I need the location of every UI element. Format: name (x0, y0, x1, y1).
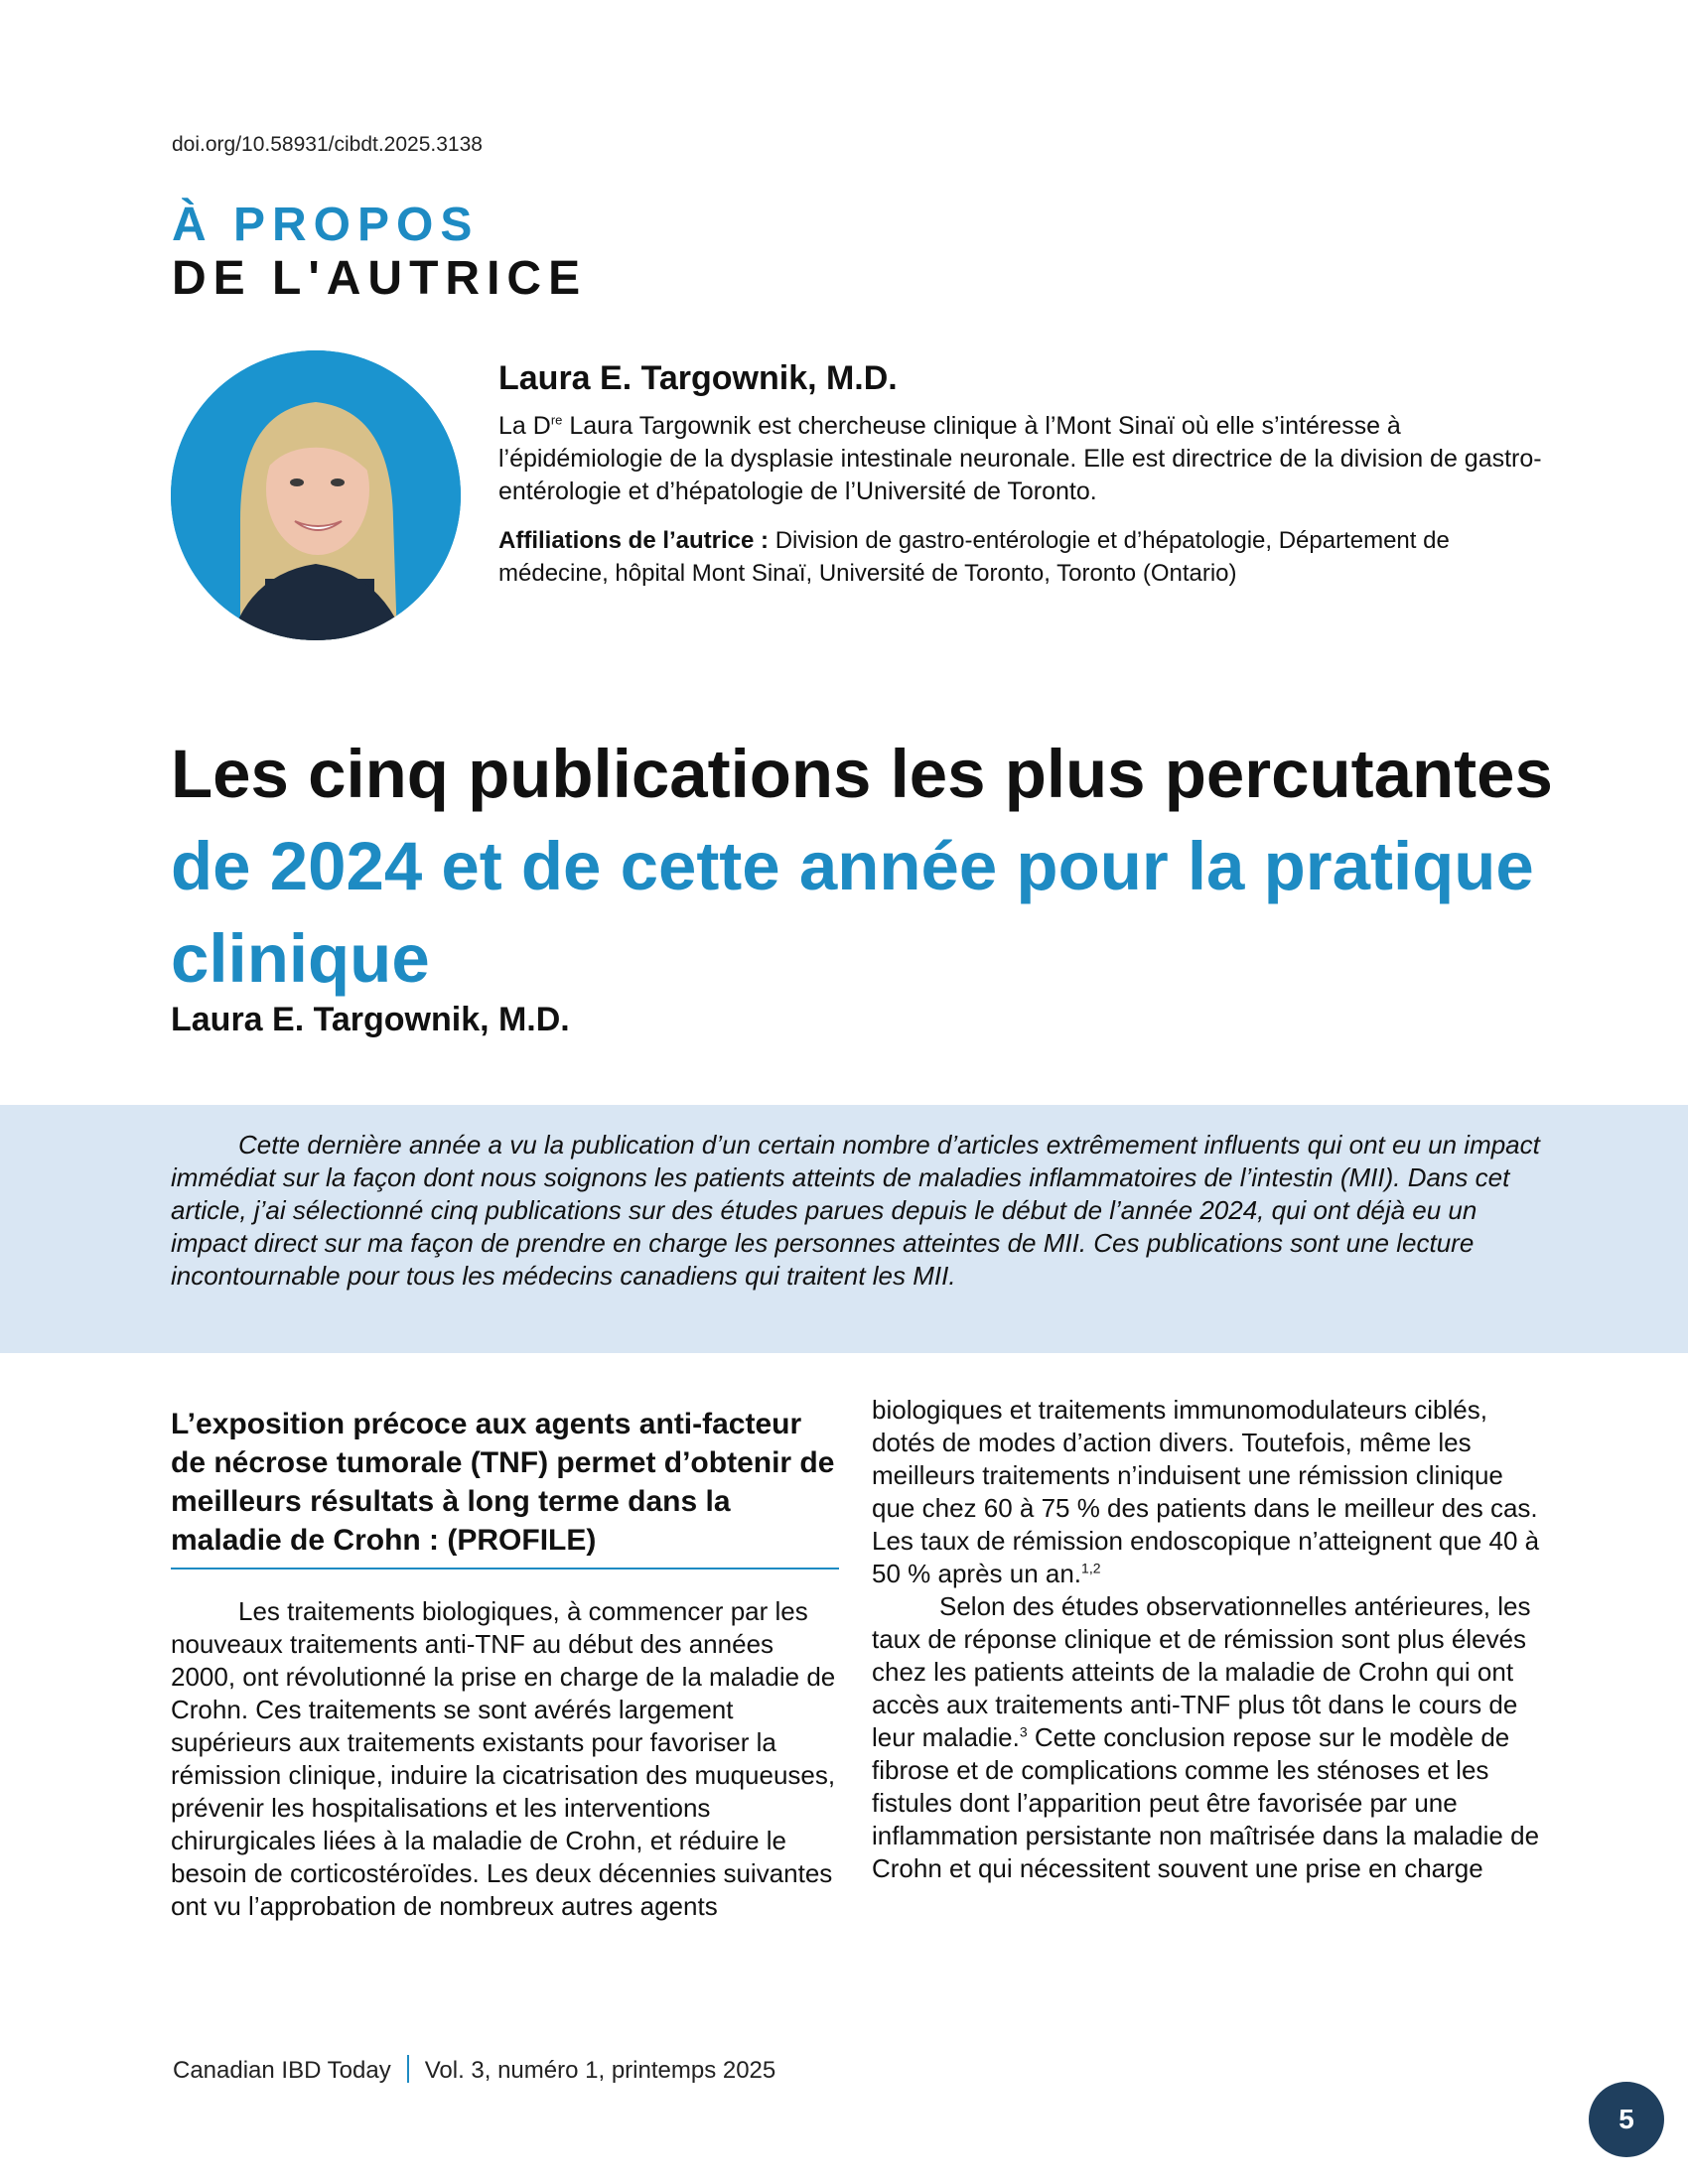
body-paragraph: Les traitements biologiques, à commencer par les nouveaux traitements anti-TNF au début des années 2000, ont révolutionné la prise en charge de la maladie de Crohn. Ces traitements se sont avérés largement supérieurs aux traitements existants pour favoriser la rémission clinique, induire la cicatrisation des muqueuses, prévenir les hospitalisations et les interventions chirurgicales liées à la maladie de Crohn, et réduire le besoin de corticostéroïdes. Les deux décennies suivantes ont vu l’approbation de nombreux autres agents (171, 1596, 836, 1921)
journal-name: Canadian IBD Today (173, 2057, 391, 2084)
author-bio: La Dre Laura Targownik est chercheuse clinique à l’Mont Sinaï où elle s’intéresse à l’épidémiologie de la dysplasie intestinale neuronale. Elle est directrice de la division de gastro-entérologie et d’hépatologie de l’Université de Toronto. (498, 412, 1542, 505)
section-heading-line1: À PROPOS (172, 199, 480, 251)
author-info (498, 359, 1551, 590)
section-heading (172, 199, 588, 305)
author-name: Laura E. Targownik, M.D. (498, 359, 898, 397)
right-column (872, 1394, 1542, 1885)
reference-marker: 3 (1019, 1723, 1028, 1740)
article-title: Les cinq publications les plus percutantes de 2024 et de cette année pour la pratique clinique (171, 736, 1553, 997)
left-column (171, 1405, 841, 1923)
section-subheading: L’exposition précoce aux agents anti-facteur de nécrose tumorale (TNF) permet d’obtenir de meilleurs résultats à long terme dans la maladie de Crohn : (PROFILE) (171, 1405, 839, 1570)
abstract-box (0, 1105, 1688, 1353)
issue-info: Vol. 3, numéro 1, printemps 2025 (424, 2057, 776, 2084)
section-heading-line2: DE L'AUTRICE (172, 252, 588, 305)
page-number-badge: 5 (1589, 2082, 1664, 2157)
footer (173, 2055, 775, 2085)
author-affiliations: Affiliations de l’autrice : Division de gastro-entérologie et d’hépatologie, Département de médecine, hôpital Mont Sinaï, Université de Toronto, Toronto (Ontario) (498, 527, 1450, 587)
author-photo (171, 350, 461, 640)
body-paragraph: biologiques et traitements immunomodulateurs ciblés, dotés de modes d’action divers. Toutefois, même les meilleurs traitements n’induisent une rémission clinique que chez 60 à 75 % des patients dans le meilleur des cas. Les taux de rémission endoscopique n’atteignent que 40 à 50 % après un an.$^{1,2}$ (872, 1395, 1540, 1588)
footer-divider (407, 2055, 409, 2083)
reference-marker: 1,2 (1081, 1560, 1101, 1576)
affiliations-label: Affiliations de l’autrice : (498, 527, 770, 554)
abstract-text: Cette dernière année a vu la publication d’un certain nombre d’articles extrêmement influents qui ont eu un impact immédiat sur la façon dont nous soignons les patients atteints de maladies inflammatoires de l’intestin (MII). Dans cet article, j’ai sélectionné cinq publications sur des études parues depuis le début de l’année 2024, qui ont déjà eu un impact direct sur ma façon de prendre en charge les personnes atteintes de MII. Ces publications sont une lecture incontournable pour tous les médecins canadiens qui traitent les MII. (171, 1130, 1540, 1291)
body-paragraph: Selon des études observationnelles antérieures, les taux de réponse clinique et de rémission sont plus élevés chez les patients atteints de la maladie de Crohn qui ont accès aux traitements anti-TNF plus tôt dans le cours de leur maladie.$^3$ Cette conclusion repose sur le modèle de fibrose et de complications comme les sténoses et les fistules dont l’apparition peut être favorisée par une inflammation persistante non maîtrisée dans la maladie de Crohn et qui nécessitent souvent une prise en charge (872, 1591, 1540, 1883)
doi-link[interactable]: doi.org/10.58931/cibdt.2025.3138 (172, 133, 483, 156)
article-byline: Laura E. Targownik, M.D. (171, 1001, 570, 1038)
